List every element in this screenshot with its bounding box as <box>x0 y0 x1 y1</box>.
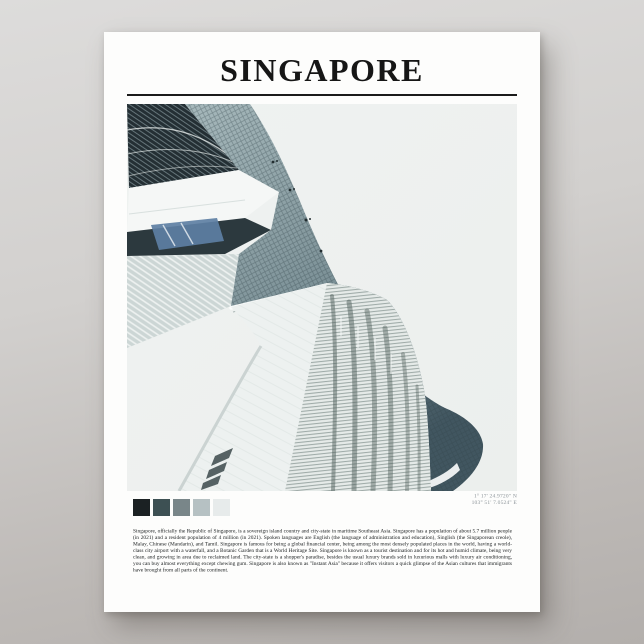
poster <box>104 32 540 612</box>
palette-swatch <box>193 499 210 516</box>
palette-swatch <box>173 499 190 516</box>
marina-bay-sands-photo <box>127 104 517 491</box>
longitude-text: 103° 51' 7.0524" E <box>471 499 517 506</box>
title-divider <box>127 94 517 96</box>
description-text: Singapore, officially the Republic of Singapore, is a sovereign island country and city-state in maritime Southeast Asia. Singapore has a population of about 5.7 million people (in 2021) and a resident population of 4 million (in 2021). Spoken languages are English (the language of administration and education), Singlish (the Singaporean creole), Malay, Chinese (Mandarin), and Tamil. Singapore is famous for being a global financial center, being among the most densely populated places in the world, having a world-class city airport with a waterfall, and a Botanic Garden that is a World Heritage Site. Singapore is known as a tourist destination and for its hot and humid climate, being very clean, and growing in area due to reclaimed land. The city-state is a shopper's paradise, besides the usual luxury brands sold in luxurious malls with luxury air conditioning, you can buy almost everything except chewing gum. Singapore is also known as "Instant Asia" because it offers visitors a quick glimpse of the Asian cultures that immigrants have brought from all parts of the continent. <box>133 528 512 573</box>
palette-swatch <box>133 499 150 516</box>
color-palette <box>133 499 233 516</box>
coordinates <box>367 493 517 506</box>
palette-swatch <box>213 499 230 516</box>
meta-row <box>127 493 517 519</box>
latitude-text: 1° 17' 24.9720" N <box>473 493 517 499</box>
poster-photo <box>127 104 517 491</box>
palette-swatch <box>153 499 170 516</box>
description-box <box>127 528 517 580</box>
poster-title: SINGAPORE <box>220 52 424 88</box>
